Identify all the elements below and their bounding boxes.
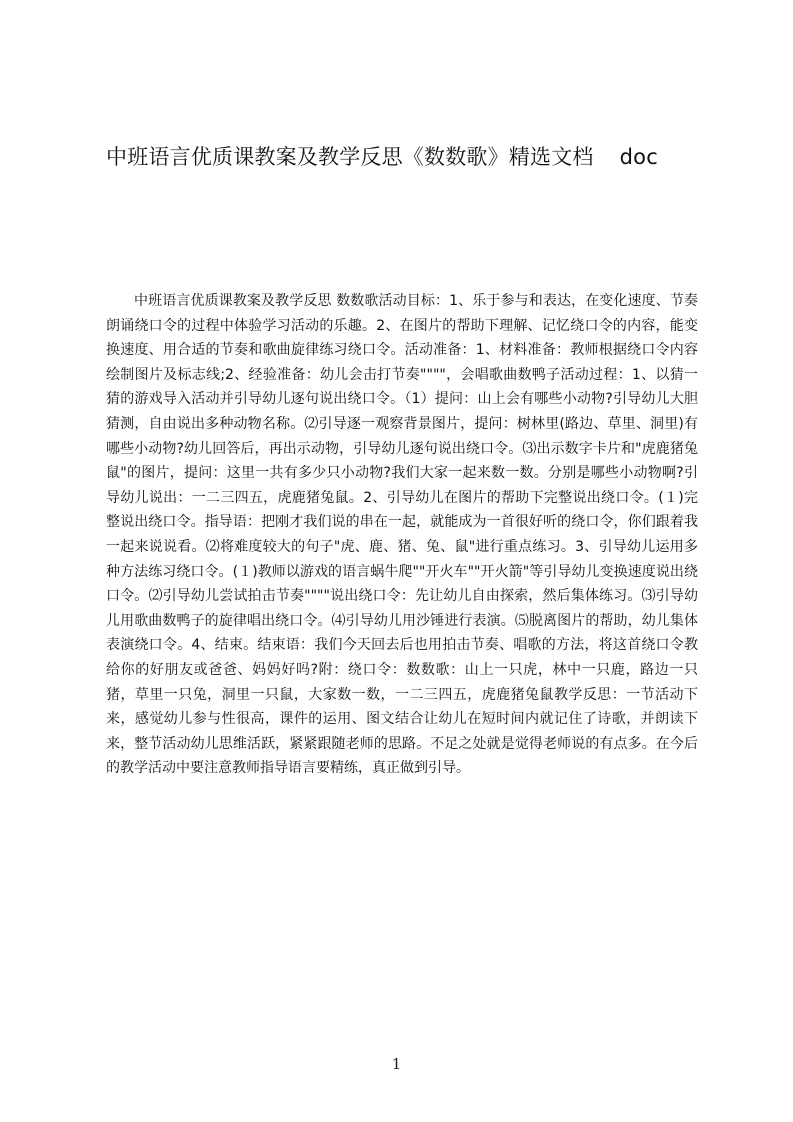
document-title <box>106 142 706 172</box>
page-number: 1 <box>391 1055 402 1073</box>
document-body: 中班语言优质课教案及教学反思 数数歌活动目标：1、乐于参与和表达，在变化速度、节奏朗诵绕口令的过程中体验学习活动的乐趣。2、在图片的帮助下理解、记忆绕口令的内容，能变换速度、用合适的节奏和歌曲旋律练习绕口令。活动准备：1、材料准备：教师根据绕口令内容绘制图片及标志线;2、经验准备：幼儿会击打节奏""""，会唱歌曲数鸭子活动过程：1、以猜一猜的游戏导入活动并引导幼儿逐句说出绕口令。（1）提问：山上会有哪些小动物?引导幼儿大胆猜测，自由说出多种动物名称。⑵引导逐一观察背景图片，提问：树林里(路边、草里、洞里)有哪些小动物?幼儿回答后，再出示动物，引导幼儿逐句说出绕口令。⑶出示数字卡片和"虎鹿猪兔鼠"的图片，提问：这里一共有多少只小动物?我们大家一起来数一数。分别是哪些小动物啊?引导幼儿说出：一二三四五，虎鹿猪兔鼠。2、引导幼儿在图片的帮助下完整说出绕口令。(１)完整说出绕口令。指导语：把刚才我们说的串在一起，就能成为一首很好听的绕口令，你们跟着我一起来说说看。⑵将难度较大的句子"虎、鹿、猪、兔、鼠"进行重点练习。3、引导幼儿运用多种方法练习绕口令。(１)教师以游戏的语言蜗牛爬""开火车""开火箭"等引导幼儿变换速度说出绕口令。⑵引导幼儿尝试拍击节奏""""说出绕口令：先让幼儿自由探索，然后集体练习。⑶引导幼儿用歌曲数鸭子的旋律唱出绕口令。⑷引导幼儿用沙锤进行表演。⑸脱离图片的帮助，幼儿集体表演绕口令。4、结束。结束语：我们今天回去后也用拍击节奏、唱歌的方法，将这首绕口令教给你的好朋友或爸爸、妈妈好吗?附：绕口令：数数歌：山上一只虎，林中一只鹿，路边一只猪，草里一只兔，洞里一只鼠，大家数一数，一二三四五，虎鹿猪兔鼠教学反思：一节活动下来，感觉幼儿参与性很高，课件的运用、图文结合让幼儿在短时间内就记住了诗歌，并朗读下来，整节活动幼儿思维活跃，紧紧跟随老师的思路。不足之处就是觉得老师说的有点多。在今后的教学活动中要注意教师指导语言要精练，真正做到引导。 <box>106 293 698 777</box>
document-title-suffix: doc <box>619 145 658 169</box>
document-title-text: 中班语言优质课教案及教学反思《数数歌》精选文档 <box>106 145 594 169</box>
